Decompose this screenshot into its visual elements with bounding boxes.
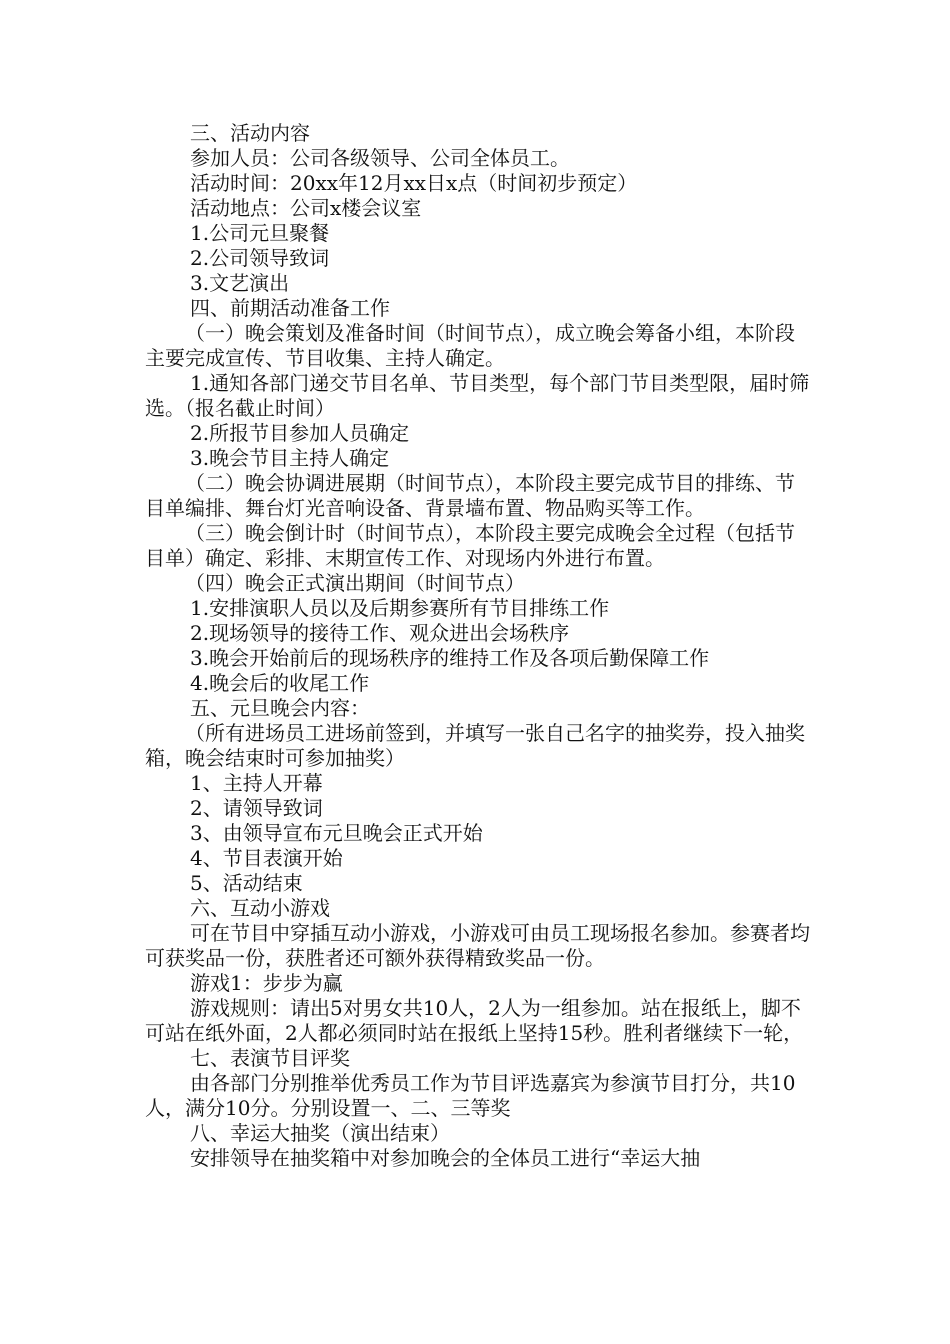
list-item: 1.安排演职人员以及后期参赛所有节目排练工作 [190, 596, 610, 620]
list-item: 5、活动结束 [190, 871, 303, 895]
section-heading: 六、互动小游戏 [190, 896, 330, 920]
paragraph: （一）晚会策划及准备时间（时间节点），成立晚会筹备小组，本阶段主要完成宣传、节目收集、主持人确定。 [145, 321, 795, 370]
list-item: 2.现场领导的接待工作、观众进出会场秩序 [190, 621, 570, 645]
section-heading: 五、元旦晚会内容： [190, 696, 370, 720]
document-body [145, 121, 810, 1171]
section-heading: 四、前期活动准备工作 [190, 296, 390, 320]
paragraph: （三）晚会倒计时（时间节点），本阶段主要完成晚会全过程（包括节目单）确定、彩排、末期宣传工作、对现场内外进行布置。 [145, 521, 795, 570]
paragraph: 活动地点：公司x楼会议室 [190, 196, 422, 220]
list-item: 2、请领导致词 [190, 796, 323, 820]
list-item: 4、节目表演开始 [190, 846, 343, 870]
paragraph: （四）晚会正式演出期间（时间节点） [185, 571, 525, 595]
list-item: 3.晚会节目主持人确定 [190, 446, 390, 470]
list-item: 1、主持人开幕 [190, 771, 323, 795]
paragraph: 可在节目中穿插互动小游戏，小游戏可由员工现场报名参加。参赛者均可获奖品一份，获胜者还可额外获得精致奖品一份。 [145, 921, 810, 970]
list-item: 3.文艺演出 [190, 271, 290, 295]
section-heading: 三、活动内容 [190, 121, 310, 145]
paragraph: （所有进场员工进场前签到，并填写一张自己名字的抽奖券，投入抽奖箱，晚会结束时可参加抽奖） [145, 721, 805, 770]
paragraph: 安排领导在抽奖箱中对参加晚会的全体员工进行“幸运大抽 [190, 1146, 701, 1170]
list-item: 1.公司元旦聚餐 [190, 221, 330, 245]
list-item: 3.晚会开始前后的现场秩序的维持工作及各项后勤保障工作 [190, 646, 710, 670]
paragraph: 活动时间：20xx年12月xx日x点（时间初步预定） [190, 171, 638, 195]
paragraph: 游戏规则：请出5对男女共10人，2人为一组参加。站在报纸上，脚不可站在纸外面，2人都必须同时站在报纸上坚持15秒。胜利者继续下一轮， [145, 996, 804, 1045]
section-heading: 七、表演节目评奖 [190, 1046, 350, 1070]
list-item: 1.通知各部门递交节目名单、节目类型，每个部门节目类型限，届时筛选。（报名截止时间） [145, 371, 810, 420]
list-item: 2.公司领导致词 [190, 246, 330, 270]
paragraph: 参加人员：公司各级领导、公司全体员工。 [190, 146, 570, 170]
paragraph: 游戏1：步步为赢 [190, 971, 343, 995]
paragraph: （二）晚会协调进展期（时间节点），本阶段主要完成节目的排练、节目单编排、舞台灯光音响设备、背景墙布置、物品购买等工作。 [145, 471, 795, 520]
list-item: 4.晚会后的收尾工作 [190, 671, 370, 695]
list-item: 3、由领导宣布元旦晚会正式开始 [190, 821, 483, 845]
paragraph: 由各部门分别推举优秀员工作为节目评选嘉宾为参演节目打分，共10人，满分10分。分别设置一、二、三等奖 [145, 1071, 796, 1120]
section-heading: 八、幸运大抽奖（演出结束） [190, 1121, 450, 1145]
list-item: 2.所报节目参加人员确定 [190, 421, 410, 445]
